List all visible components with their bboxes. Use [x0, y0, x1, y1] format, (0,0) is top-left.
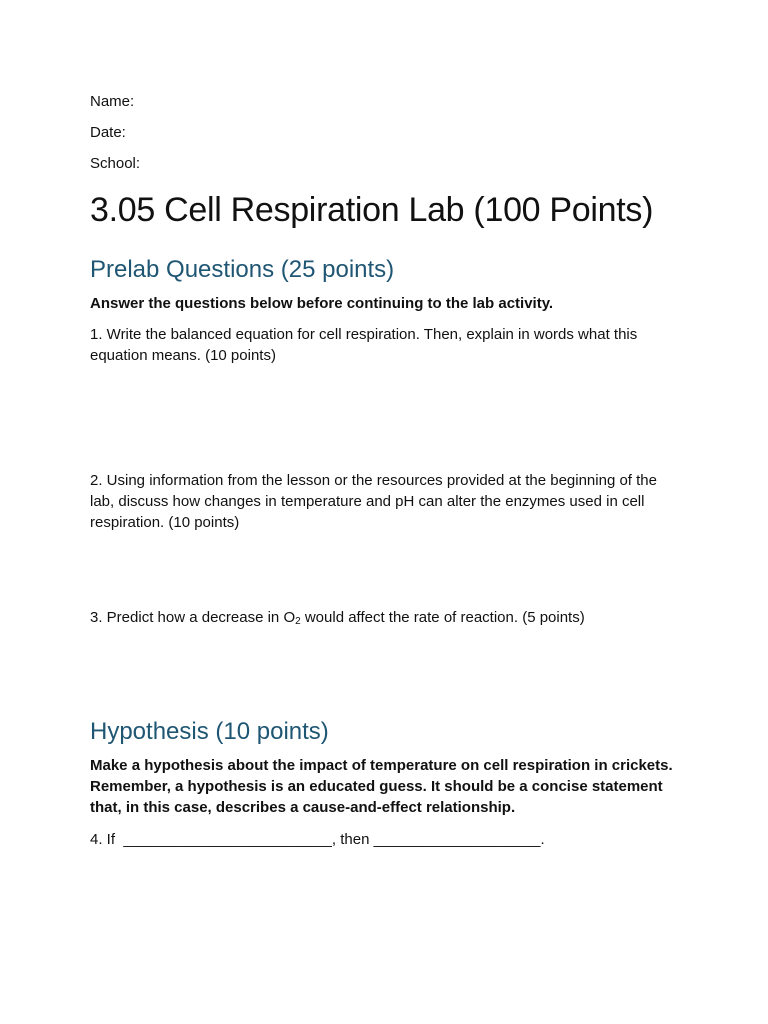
hypothesis-heading: Hypothesis (10 points) [90, 718, 329, 745]
question-3-text-end: would affect the rate of reaction. (5 points) [300, 609, 585, 626]
name-label: Name: [90, 93, 135, 110]
school-label: School: [90, 155, 141, 172]
prelab-heading: Prelab Questions (25 points) [90, 256, 395, 283]
question-3 [90, 607, 690, 628]
page-title: 3.05 Cell Respiration Lab (100 Points) [90, 191, 654, 229]
question-1: 1. Write the balanced equation for cell respiration. Then, explain in words what this equation means. (10 points) [90, 326, 638, 364]
prelab-instruction: Answer the questions below before continuing to the lab activity. [90, 295, 554, 312]
hypothesis-instruction: Make a hypothesis about the impact of temperature on cell respiration in crickets. Remember, a hypothesis is an educated guess. It should be a concise statement that, in this case, describes a cause-and-effect relationship. [90, 757, 673, 816]
question-2: 2. Using information from the lesson or the resources provided at the beginning of the lab, discuss how changes in temperature and pH can alter the enzymes used in cell respiration. (10 points) [90, 472, 657, 531]
question-3-subscript: 2 [295, 616, 301, 627]
date-label: Date: [90, 124, 126, 141]
question-4: 4. If _________________________, then ____________________. [90, 831, 545, 848]
question-3-text-start: 3. Predict how a decrease in O [90, 609, 296, 626]
